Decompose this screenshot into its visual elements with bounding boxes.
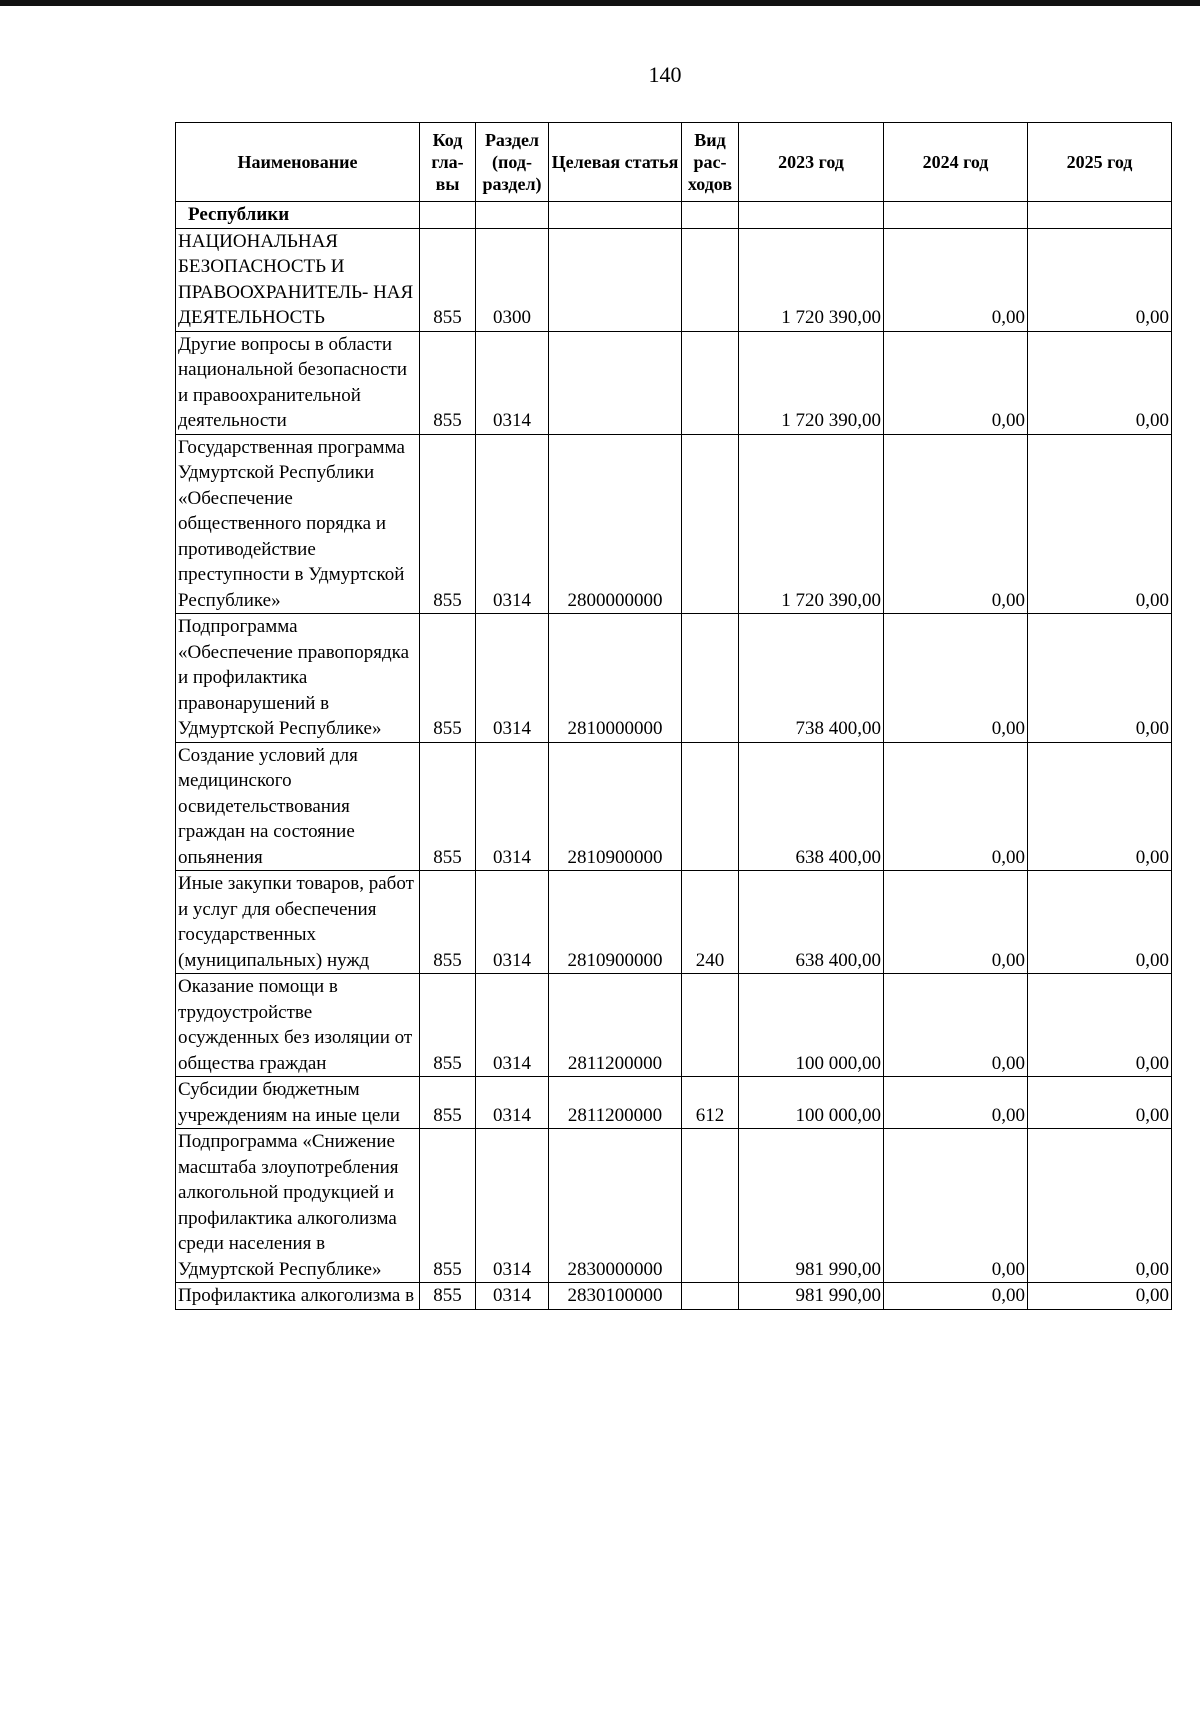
cell-y2024: 0,00 bbox=[884, 742, 1028, 871]
cell-code: 855 bbox=[420, 1129, 476, 1283]
cell-y2024: 0,00 bbox=[884, 614, 1028, 743]
cell-type: 240 bbox=[682, 871, 739, 974]
cell-y2025: 0,00 bbox=[1028, 974, 1172, 1077]
cell-y2024: 0,00 bbox=[884, 434, 1028, 614]
header-2023: 2023 год bbox=[739, 123, 884, 202]
cell-code: 855 bbox=[420, 614, 476, 743]
cell-y2023: 1 720 390,00 bbox=[739, 331, 884, 434]
cell-section: 0314 bbox=[476, 974, 549, 1077]
page-number: 140 bbox=[648, 62, 682, 87]
cell-y2023: 981 990,00 bbox=[739, 1283, 884, 1310]
cell-section: 0314 bbox=[476, 1129, 549, 1283]
cell-section: 0314 bbox=[476, 1283, 549, 1310]
table-row bbox=[176, 1129, 1172, 1283]
header-code: Код гла- вы bbox=[420, 123, 476, 202]
cell-target: 2810900000 bbox=[549, 742, 682, 871]
cell-y2025: 0,00 bbox=[1028, 742, 1172, 871]
cell-y2025: 0,00 bbox=[1028, 434, 1172, 614]
cell-type bbox=[682, 1283, 739, 1310]
header-row bbox=[176, 123, 1172, 202]
cell-name: Оказание помощи в трудоустройстве осужденных без изоляции от общества граждан bbox=[176, 974, 420, 1077]
cell-code: 855 bbox=[420, 974, 476, 1077]
table-row bbox=[176, 742, 1172, 871]
cell-y2025: 0,00 bbox=[1028, 1077, 1172, 1129]
cell-y2024: 0,00 bbox=[884, 974, 1028, 1077]
cell-y2025: 0,00 bbox=[1028, 614, 1172, 743]
cell-y2023: 1 720 390,00 bbox=[739, 228, 884, 331]
cell-code: 855 bbox=[420, 228, 476, 331]
cell-section: 0314 bbox=[476, 742, 549, 871]
cell-target: 2810000000 bbox=[549, 614, 682, 743]
table-row bbox=[176, 871, 1172, 974]
header-2024: 2024 год bbox=[884, 123, 1028, 202]
cell-y2025: 0,00 bbox=[1028, 331, 1172, 434]
cell-type bbox=[682, 614, 739, 743]
table-row bbox=[176, 331, 1172, 434]
cell-y2023: 100 000,00 bbox=[739, 974, 884, 1077]
cell-target bbox=[549, 228, 682, 331]
cell-type: 612 bbox=[682, 1077, 739, 1129]
cell-code: 855 bbox=[420, 1077, 476, 1129]
cell-code: 855 bbox=[420, 1283, 476, 1310]
cell-name: Профилактика алкоголизма в bbox=[176, 1283, 420, 1310]
cell-y2024: 0,00 bbox=[884, 871, 1028, 974]
cell-target: 2810900000 bbox=[549, 871, 682, 974]
cell-target: 2830100000 bbox=[549, 1283, 682, 1310]
cell-name: Подпрограмма «Снижение масштаба злоупотребления алкогольной продукцией и профилактика алкоголизма среди населения в Удмуртской Республике» bbox=[176, 1129, 420, 1283]
table-row bbox=[176, 228, 1172, 331]
header-2025: 2025 год bbox=[1028, 123, 1172, 202]
cell-y2024: 0,00 bbox=[884, 228, 1028, 331]
cell-name: Государственная программа Удмуртской Республики «Обеспечение общественного порядка и противодействие преступности в Удмуртской Республике» bbox=[176, 434, 420, 614]
cell-name: Субсидии бюджетным учреждениям на иные цели bbox=[176, 1077, 420, 1129]
table-row bbox=[176, 974, 1172, 1077]
cell-y2024: 0,00 bbox=[884, 1129, 1028, 1283]
cell-target: 2811200000 bbox=[549, 1077, 682, 1129]
cell-name: НАЦИОНАЛЬНАЯ БЕЗОПАСНОСТЬ И ПРАВООХРАНИТЕЛЬ- НАЯ ДЕЯТЕЛЬНОСТЬ bbox=[176, 228, 420, 331]
cell-y2024: 0,00 bbox=[884, 1283, 1028, 1310]
cell-type bbox=[682, 228, 739, 331]
cell-y2025: 0,00 bbox=[1028, 871, 1172, 974]
header-name: Наименование bbox=[176, 123, 420, 202]
cell-target: 2811200000 bbox=[549, 974, 682, 1077]
cell-type bbox=[682, 974, 739, 1077]
table-row bbox=[176, 1283, 1172, 1310]
cell-y2025: 0,00 bbox=[1028, 1283, 1172, 1310]
budget-table bbox=[175, 122, 1172, 1310]
cell-name: Другие вопросы в области национальной безопасности и правоохранительной деятельности bbox=[176, 331, 420, 434]
cell-y2023: 100 000,00 bbox=[739, 1077, 884, 1129]
continuation-row bbox=[176, 202, 1172, 229]
continuation-label: Республики bbox=[176, 202, 420, 229]
cell-type bbox=[682, 742, 739, 871]
cell-name: Подпрограмма «Обеспечение правопорядка и профилактика правонарушений в Удмуртской Республике» bbox=[176, 614, 420, 743]
cell-section: 0314 bbox=[476, 434, 549, 614]
cell-y2023: 981 990,00 bbox=[739, 1129, 884, 1283]
cell-section: 0314 bbox=[476, 1077, 549, 1129]
header-section: Раздел (под- раздел) bbox=[476, 123, 549, 202]
cell-y2023: 638 400,00 bbox=[739, 871, 884, 974]
cell-target bbox=[549, 331, 682, 434]
header-type: Вид рас- ходов bbox=[682, 123, 739, 202]
cell-y2024: 0,00 bbox=[884, 1077, 1028, 1129]
cell-target: 2800000000 bbox=[549, 434, 682, 614]
cell-y2025: 0,00 bbox=[1028, 228, 1172, 331]
cell-y2023: 1 720 390,00 bbox=[739, 434, 884, 614]
cell-type bbox=[682, 331, 739, 434]
scan-top-edge bbox=[0, 0, 1200, 6]
cell-code: 855 bbox=[420, 434, 476, 614]
cell-section: 0314 bbox=[476, 871, 549, 974]
cell-y2024: 0,00 bbox=[884, 331, 1028, 434]
table-row bbox=[176, 614, 1172, 743]
cell-code: 855 bbox=[420, 331, 476, 434]
cell-name: Создание условий для медицинского освидетельствования граждан на состояние опьянения bbox=[176, 742, 420, 871]
cell-type bbox=[682, 1129, 739, 1283]
cell-y2023: 638 400,00 bbox=[739, 742, 884, 871]
cell-target: 2830000000 bbox=[549, 1129, 682, 1283]
table-row bbox=[176, 1077, 1172, 1129]
cell-code: 855 bbox=[420, 742, 476, 871]
cell-y2025: 0,00 bbox=[1028, 1129, 1172, 1283]
cell-section: 0300 bbox=[476, 228, 549, 331]
cell-section: 0314 bbox=[476, 614, 549, 743]
table-row bbox=[176, 434, 1172, 614]
cell-type bbox=[682, 434, 739, 614]
cell-code: 855 bbox=[420, 871, 476, 974]
header-target: Целевая статья bbox=[549, 123, 682, 202]
cell-y2023: 738 400,00 bbox=[739, 614, 884, 743]
cell-section: 0314 bbox=[476, 331, 549, 434]
cell-name: Иные закупки товаров, работ и услуг для обеспечения государственных (муниципальных) нужд bbox=[176, 871, 420, 974]
